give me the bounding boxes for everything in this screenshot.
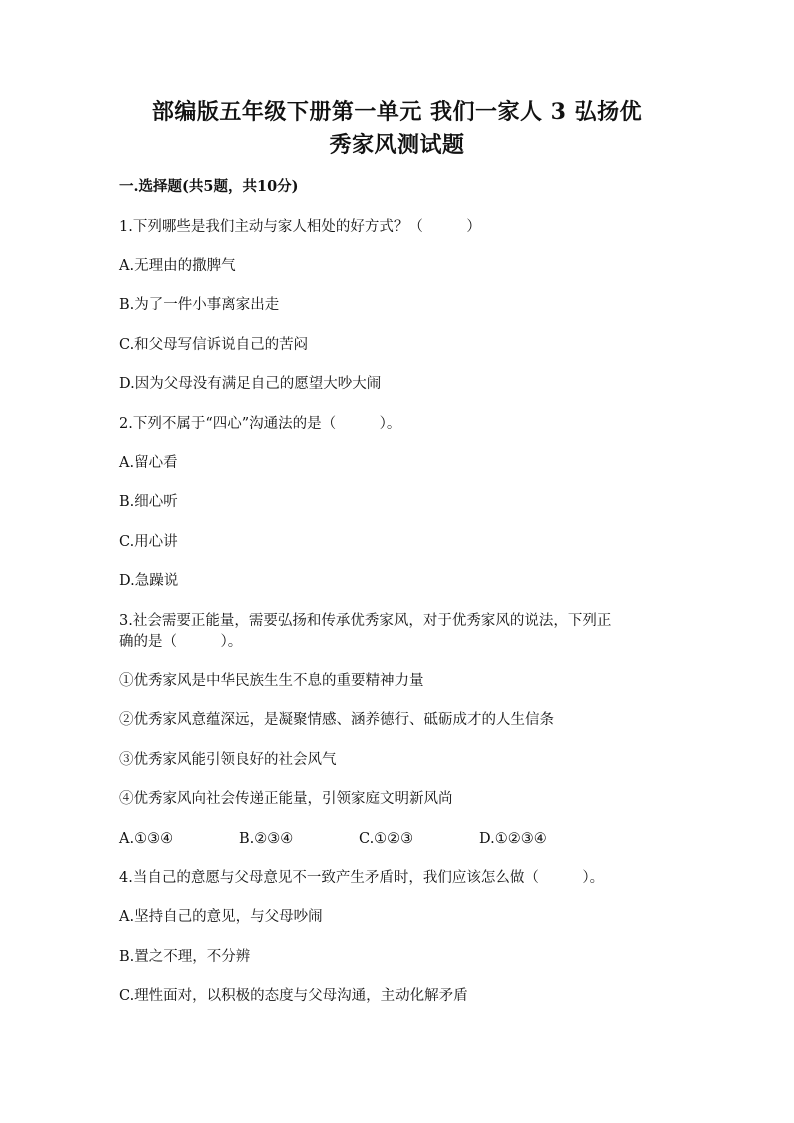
question-1-option-a: A.无理由的撒脾气 <box>119 258 236 274</box>
question-4-stem: 4.当自己的意愿与父母意见不一致产生矛盾时，我们应该怎么做（ ）。 <box>119 870 605 886</box>
question-3-statement-4: ④优秀家风向社会传递正能量，引领家庭文明新风尚 <box>119 791 453 807</box>
question-2-option-c: C.用心讲 <box>119 534 178 550</box>
question-1-option-c: C.和父母写信诉说自己的苦闷 <box>119 337 309 353</box>
question-3-statement-1: ①优秀家风是中华民族生生不息的重要精神力量 <box>119 673 424 689</box>
question-3-statement-2: ②优秀家风意蕴深远，是凝聚情感、涵养德行、砥砺成才的人生信条 <box>119 712 554 728</box>
question-3-option-d: D.①②③④ <box>479 831 547 847</box>
question-3-stem-line-2: 确的是（ ）。 <box>119 634 243 650</box>
question-3-option-a: A.①③④ <box>119 831 174 847</box>
page-title-line-1: 部编版五年级下册第一单元 我们一家人 3 弘扬优 <box>151 99 643 125</box>
question-4-option-c: C.理性面对，以积极的态度与父母沟通，主动化解矛盾 <box>119 988 468 1004</box>
question-3-stem-line-1: 3.社会需要正能量，需要弘扬和传承优秀家风，对于优秀家风的说法，下列正 <box>119 613 612 629</box>
question-3-option-c: C.①②③ <box>359 831 414 847</box>
question-4-option-a: A.坚持自己的意见，与父母吵闹 <box>119 909 323 925</box>
question-3-options-row <box>119 829 679 849</box>
question-2-option-a: A.留心看 <box>119 455 178 471</box>
question-2-stem: 2.下列不属于“四心”沟通法的是（ ）。 <box>119 416 402 432</box>
question-1-option-d: D.因为父母没有满足自己的愿望大吵大闹 <box>119 376 382 392</box>
question-1-option-b: B.为了一件小事离家出走 <box>119 297 280 313</box>
question-4-option-b: B.置之不理，不分辨 <box>119 949 251 965</box>
question-3-option-b: B.②③④ <box>239 831 294 847</box>
section-heading: 一.选择题(共5题，共10分) <box>119 178 299 195</box>
question-3-statement-3: ③优秀家风能引领良好的社会风气 <box>119 752 337 768</box>
question-2-option-b: B.细心听 <box>119 494 178 510</box>
question-2-option-d: D.急躁说 <box>119 573 179 589</box>
page-title-line-2: 秀家风测试题 <box>329 132 465 158</box>
question-1-stem: 1.下列哪些是我们主动与家人相处的好方式？（ ） <box>119 219 481 235</box>
